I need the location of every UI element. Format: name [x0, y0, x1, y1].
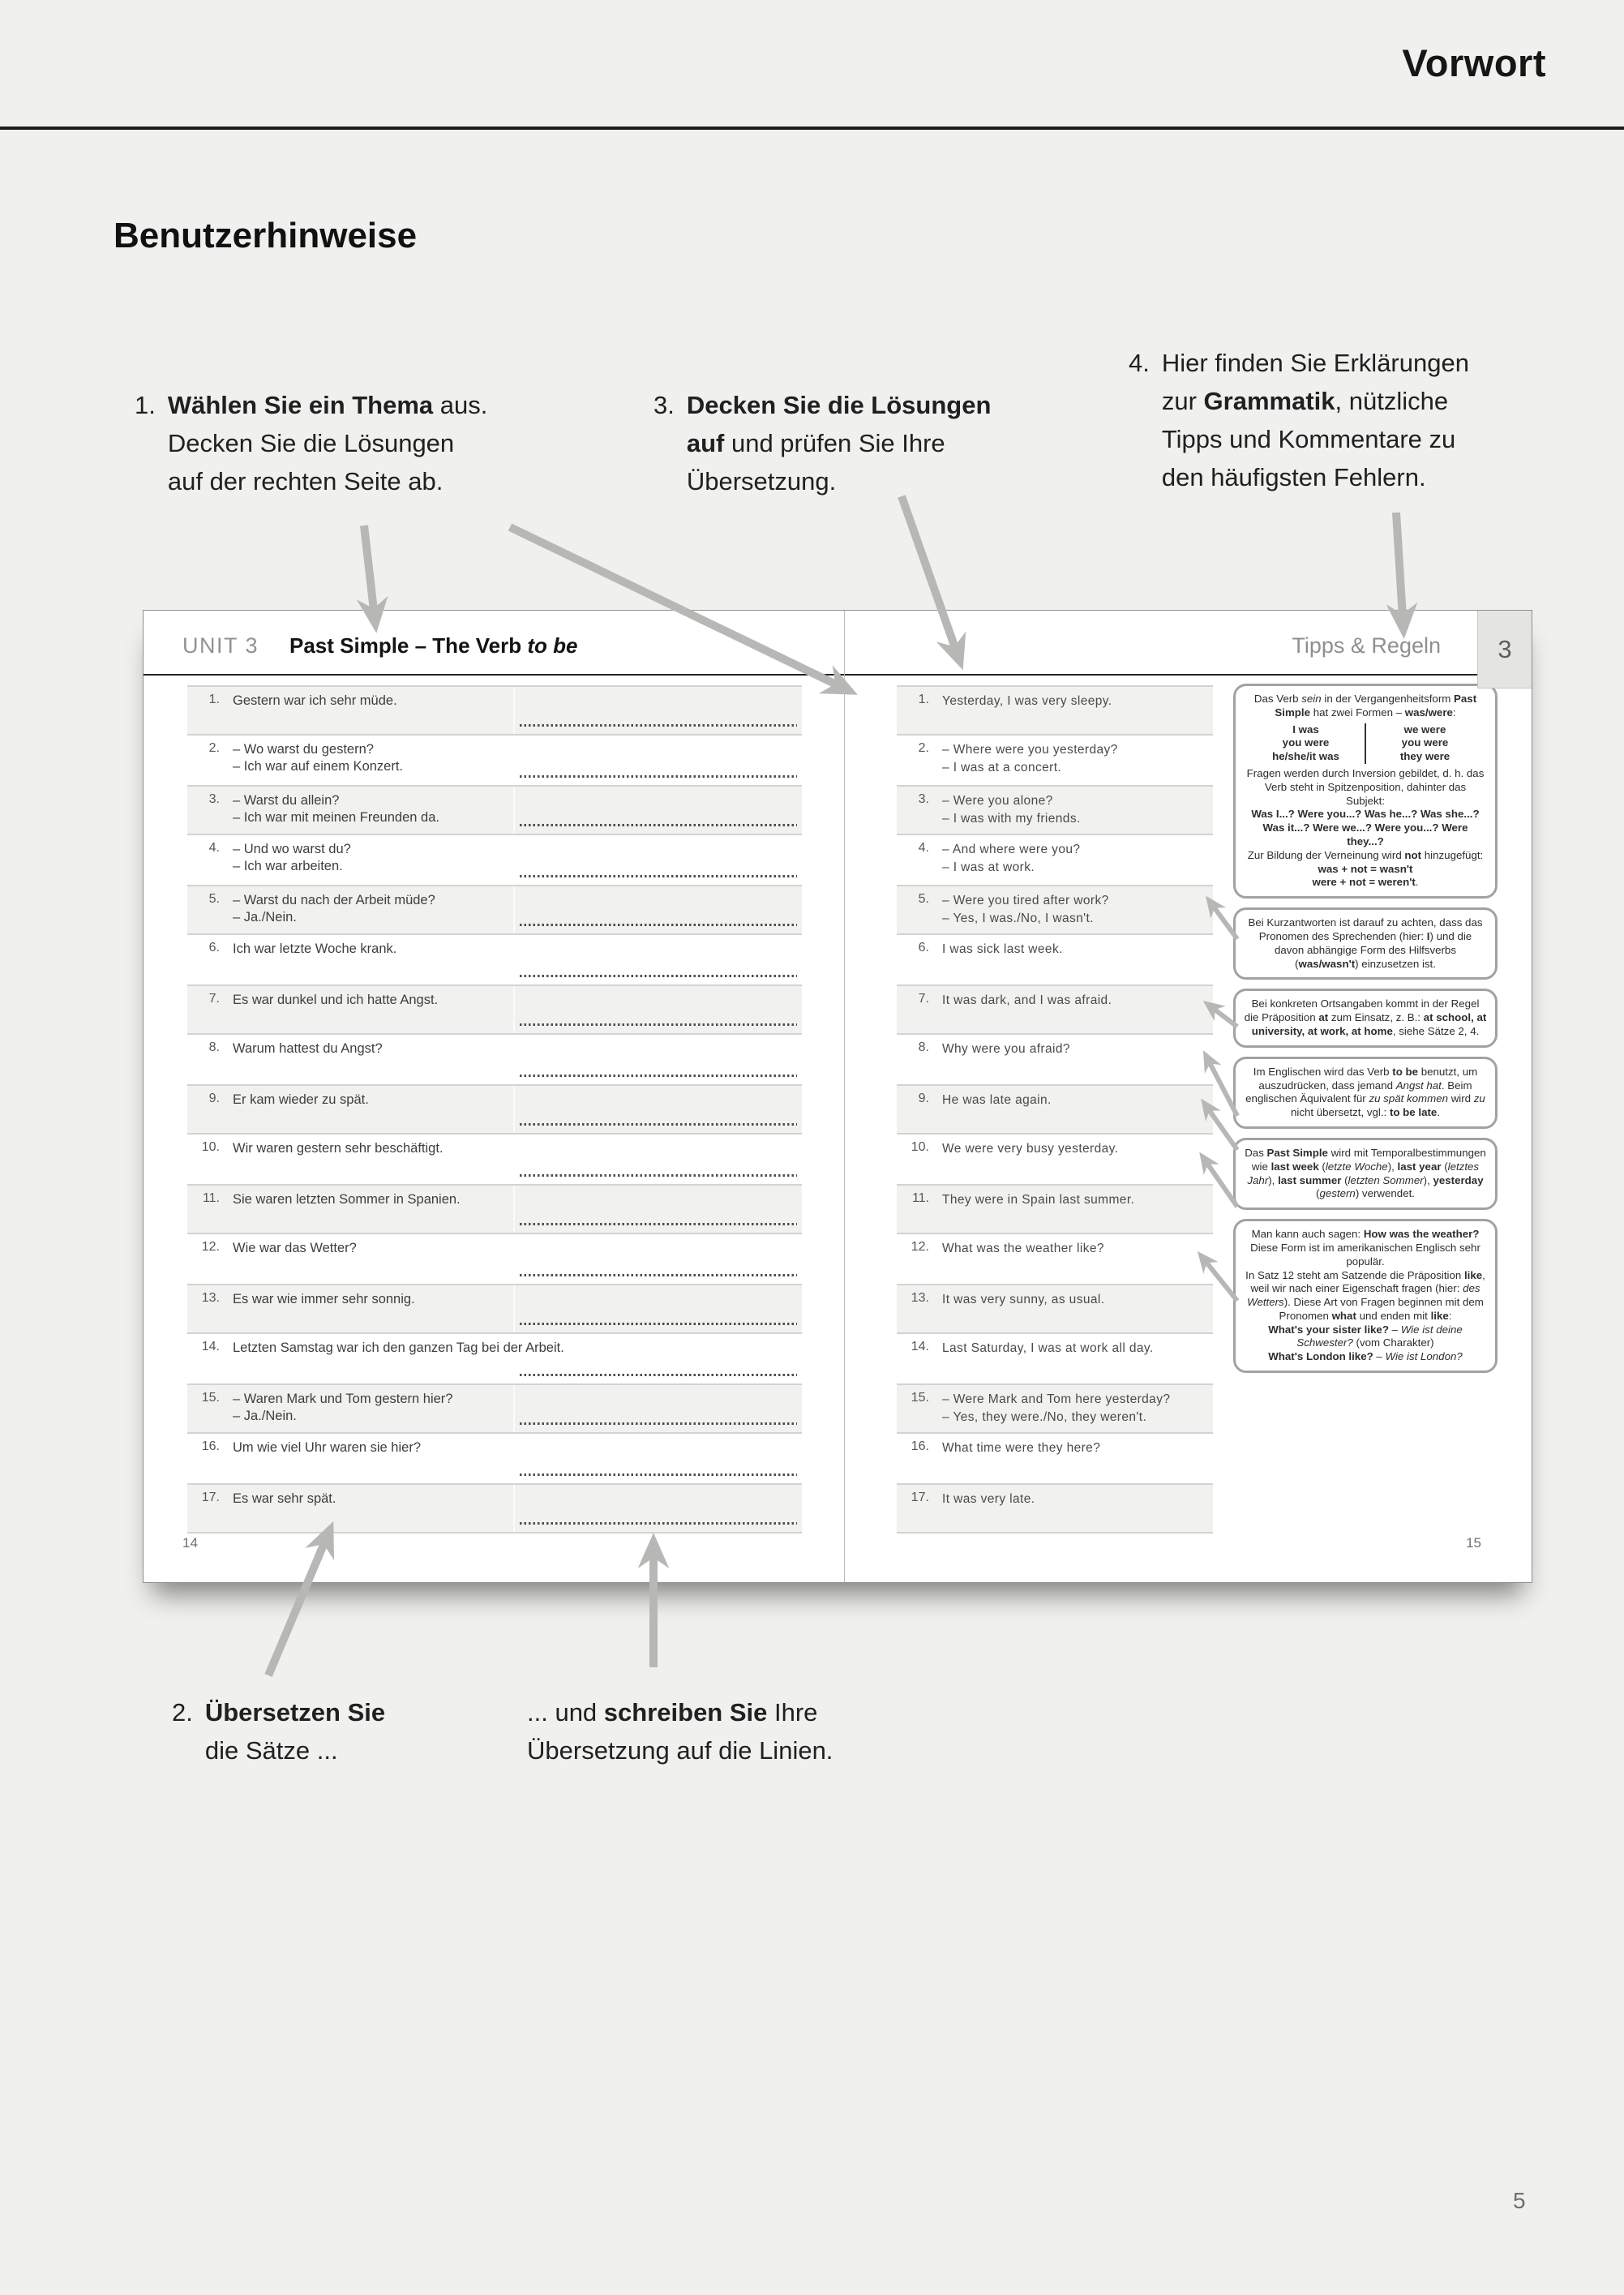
sentence-text: – Warst du nach der Arbeit müde? – Ja./Nein. [233, 893, 435, 924]
instruction-step-4 [1129, 344, 1469, 496]
sentence-text: Um wie viel Uhr waren sie hier? [233, 1439, 421, 1455]
row-number: 7. [208, 992, 220, 1006]
row-number: 2. [208, 740, 220, 755]
row-number: 5. [208, 892, 220, 906]
tip-box-to-be: Im Englischen wird das Verb to be benutzt, um auszudrücken, dass jemand Angst hat. Beim englischen Äquivalent für zu spät kommen wird zu nicht übersetzt, vgl.: to be late. [1233, 1057, 1498, 1129]
step-number: 2. [172, 1698, 193, 1727]
column-divider [513, 1485, 515, 1532]
sentence-text: It was very sunny, as usual. [942, 1293, 1105, 1306]
answer-line [520, 875, 797, 877]
unit-title: Past Simple – The Verb to be [289, 633, 578, 658]
row-number: 6. [208, 940, 220, 954]
row-number: 3. [208, 792, 220, 806]
sentence-text: We were very busy yesterday. [942, 1141, 1119, 1156]
column-divider [513, 1086, 515, 1133]
sentence-row [897, 935, 1213, 985]
row-number: 7. [918, 992, 929, 1006]
row-number: 10. [911, 1139, 929, 1154]
column-divider [513, 687, 515, 734]
instruction-step-1 [135, 386, 487, 500]
sentence-text: They were in Spain last summer. [942, 1193, 1135, 1207]
conjugation-plural: we were you were they were [1399, 723, 1450, 763]
row-number: 11. [202, 1191, 220, 1205]
sentence-row [897, 1284, 1213, 1334]
sentence-row [897, 984, 1213, 1035]
row-number: 4. [918, 840, 929, 855]
sentence-text: – Where were you yesterday? – I was at a concert. [942, 742, 1118, 774]
row-number: 4. [208, 840, 220, 855]
tip-text: Fragen werden durch Inversion gebildet, d. h. das Verb steht in Spitzenposition, dahinter das Subjekt: Was I...? Were you...? Was he...? Was she...? Was it...? Were we...? Were you...? Were they...? Zur Bildung der Verneinung wird not hinzugefügt: was + not = wasn't were + not = weren't. [1246, 766, 1485, 889]
row-number: 11. [911, 1191, 929, 1205]
answer-line [520, 1075, 797, 1077]
book-spread [143, 610, 1532, 1583]
sentence-text: Wie war das Wetter? [233, 1240, 357, 1255]
header-rule [0, 127, 1624, 130]
conjugation-singular: I was you were he/she/it was [1272, 723, 1339, 763]
row-number: 14. [911, 1339, 929, 1353]
row-number: 15. [201, 1391, 220, 1405]
answer-line [520, 924, 797, 926]
instruction-text: ... und schreiben Sie Ihre Übersetzung auf die Linien. [527, 1698, 833, 1765]
sentence-text: Why were you afraid? [942, 1041, 1070, 1056]
sentence-text: Gestern war ich sehr müde. [233, 693, 397, 708]
sentence-row [897, 785, 1213, 835]
sentence-row [187, 1084, 802, 1135]
instruction-text: Übersetzen Sie die Sätze ... [204, 1698, 386, 1765]
answer-line [520, 1223, 797, 1225]
answer-line [520, 1023, 797, 1026]
sentence-text: Ich war letzte Woche krank. [233, 941, 397, 956]
tip-box-past-simple-time: Das Past Simple wird mit Temporalbestimmungen wie last week (letzte Woche), last year (letztes Jahr), last summer (letzten Sommer), yesterday (gestern) verwendet. [1233, 1138, 1498, 1210]
column-divider [513, 886, 515, 933]
answer-line [520, 1374, 797, 1376]
step-number: 3. [653, 391, 675, 419]
sentence-row [187, 1483, 802, 1534]
row-number: 1. [208, 693, 220, 706]
chapter-tab: 3 [1477, 611, 1532, 688]
sentence-text: – Were you alone? – I was with my friends. [942, 794, 1081, 826]
answer-line [520, 975, 797, 977]
answer-line [520, 1174, 797, 1177]
row-number: 2. [918, 740, 929, 755]
sentence-row [897, 1084, 1213, 1135]
sentence-text: Es war dunkel und ich hatte Angst. [233, 993, 439, 1007]
sentence-row [187, 1035, 802, 1085]
answer-line [520, 1323, 797, 1325]
answer-line [520, 824, 797, 826]
instruction-text: Decken Sie die Lösungen auf und prüfen Sie Ihre Übersetzung. [686, 391, 992, 495]
conjugation-table [1250, 723, 1480, 764]
tip-text: Das Verb sein in der Vergangenheitsform Past Simple hat zwei Formen – was/were: [1253, 693, 1477, 719]
page-title: Benutzerhinweise [114, 216, 418, 255]
sentence-row [187, 885, 802, 935]
row-number: 9. [208, 1092, 220, 1105]
sentence-text: Es war wie immer sehr sonnig. [233, 1292, 415, 1306]
sentence-row [897, 835, 1213, 886]
row-number: 17. [911, 1491, 929, 1504]
unit-label: UNIT 3 [182, 633, 259, 658]
step-number: 4. [1129, 349, 1150, 377]
sentence-text: Es war sehr spät. [233, 1491, 336, 1506]
row-number: 6. [918, 940, 929, 954]
sentence-text: – Were Mark and Tom here yesterday? – Yes, they were./No, they weren't. [942, 1392, 1171, 1424]
sentence-text: I was sick last week. [942, 942, 1063, 956]
german-sentence-list [187, 685, 802, 1534]
column-divider [513, 986, 515, 1033]
sentence-row [897, 1135, 1213, 1185]
sentence-row [187, 685, 802, 736]
row-number: 12. [911, 1239, 929, 1254]
tip-box-preposition-at: Bei konkreten Ortsangaben kommt in der Regel die Präposition at zum Einsatz, z. B.: at school, at university, at work, at home, siehe Sätze 2, 4. [1233, 989, 1498, 1047]
instruction-text: Wählen Sie ein Thema aus. Decken Sie die Lösungen auf der rechten Seite ab. [167, 391, 488, 495]
sentence-row [897, 1383, 1213, 1434]
page-number-left: 14 [182, 1535, 198, 1551]
sentence-row [187, 935, 802, 985]
answer-line [520, 1274, 797, 1276]
tips-column [1233, 684, 1498, 1373]
sentence-text: – Were you tired after work? – Yes, I was./No, I wasn't. [942, 894, 1109, 925]
row-number: 12. [201, 1239, 220, 1254]
answer-line [520, 1422, 797, 1425]
sentence-text: Last Saturday, I was at work all day. [942, 1341, 1154, 1355]
row-number: 9. [918, 1092, 929, 1105]
sentence-text: – Wo warst du gestern? – Ich war auf einem Konzert. [233, 741, 404, 774]
sentence-row [187, 1184, 802, 1234]
row-number: 16. [201, 1439, 220, 1453]
sentence-row [897, 1434, 1213, 1484]
sentence-text: – Und wo warst du? – Ich war arbeiten. [233, 841, 351, 873]
sentence-text: It was very late. [942, 1492, 1035, 1506]
column-divider [513, 787, 515, 834]
sentence-text: Wir waren gestern sehr beschäftigt. [233, 1140, 443, 1156]
tips-header: Tipps & Regeln [1292, 633, 1441, 658]
row-number: 16. [911, 1439, 929, 1453]
instruction-step-2-continued [527, 1693, 833, 1770]
sentence-row [187, 736, 802, 786]
footer-page-number: 5 [1513, 2188, 1526, 2213]
spread-header [144, 611, 1532, 676]
row-number: 1. [918, 693, 929, 706]
answer-line [520, 1474, 797, 1476]
sentence-row [897, 885, 1213, 935]
column-divider [513, 1285, 515, 1332]
sentence-row [187, 984, 802, 1035]
sentence-text: He was late again. [942, 1093, 1052, 1107]
sentence-row [187, 1135, 802, 1185]
sentence-row [187, 1383, 802, 1434]
sentence-text: What time were they here? [942, 1440, 1101, 1455]
sentence-text: – And where were you? – I was at work. [942, 842, 1081, 874]
column-divider [513, 1385, 515, 1432]
sentence-row [187, 835, 802, 886]
sentence-text: Er kam wieder zu spät. [233, 1092, 369, 1107]
sentence-text: – Waren Mark und Tom gestern hier? – Ja./Nein. [233, 1392, 453, 1423]
answer-line [520, 1123, 797, 1126]
instruction-step-2 [172, 1693, 385, 1770]
row-number: 14. [201, 1339, 220, 1353]
sentence-text: What was the weather like? [942, 1241, 1104, 1255]
sentence-row [187, 1334, 802, 1384]
sentence-row [187, 1284, 802, 1334]
sentence-text: Warum hattest du Angst? [233, 1040, 383, 1056]
sentence-text: It was dark, and I was afraid. [942, 993, 1112, 1007]
sentence-row [187, 1234, 802, 1285]
row-number: 10. [201, 1139, 220, 1154]
sentence-text: Sie waren letzten Sommer in Spanien. [233, 1192, 461, 1207]
row-number: 17. [201, 1491, 220, 1504]
running-head: Vorwort [1402, 41, 1546, 84]
sentence-row [897, 736, 1213, 786]
sentence-row [187, 785, 802, 835]
row-number: 15. [911, 1391, 929, 1405]
tip-box-weather-like: Man kann auch sagen: How was the weather? Diese Form ist im amerikanischen Englisch sehr populär. In Satz 12 steht am Satzende die Präposition like, weil wir nach einer Eigenschaft fragen (hier: des Wetters). Diese Art von Fragen beginnen mit dem Pronomen what und enden mit like: What's your sister like? – Wie ist deine Schwester? (vom Charakter) What's London like? – Wie ist London? [1233, 1219, 1498, 1373]
page-gutter [844, 611, 845, 1582]
sentence-row [897, 1234, 1213, 1285]
row-number: 8. [918, 1040, 929, 1054]
instruction-text: Hier finden Sie Erklärungen zur Grammatik, nützliche Tipps und Kommentare zu den häufigsten Fehlern. [1161, 349, 1469, 491]
sentence-row [897, 1035, 1213, 1085]
conjugation-divider [1365, 723, 1366, 764]
sentence-row [187, 1434, 802, 1484]
row-number: 8. [208, 1040, 220, 1054]
instruction-step-3 [653, 386, 991, 500]
sentence-row [897, 1184, 1213, 1234]
column-divider [513, 1186, 515, 1233]
page-number-right: 15 [1466, 1535, 1481, 1551]
answer-line [520, 1522, 797, 1525]
sentence-row [897, 1334, 1213, 1384]
row-number: 13. [201, 1291, 220, 1305]
answer-line [520, 724, 797, 727]
row-number: 5. [918, 892, 929, 906]
sentence-text: Yesterday, I was very sleepy. [942, 694, 1112, 708]
tip-box-short-answers: Bei Kurzantworten ist darauf zu achten, dass das Pronomen des Sprechenden (hier: I) und die davon abhängige Form des Hilfsverbs (was/wasn't) einzusetzen ist. [1233, 907, 1498, 980]
sentence-row [897, 685, 1213, 736]
english-sentence-list [897, 685, 1213, 1534]
sentence-text: Letzten Samstag war ich den ganzen Tag bei der Arbeit. [233, 1340, 564, 1355]
sentence-row [897, 1483, 1213, 1534]
tip-box-forms [1233, 684, 1498, 899]
sentence-text: – Warst du allein? – Ich war mit meinen Freunden da. [233, 793, 439, 825]
row-number: 13. [911, 1291, 929, 1305]
step-number: 1. [135, 391, 156, 419]
answer-line [520, 775, 797, 778]
row-number: 3. [918, 792, 929, 806]
